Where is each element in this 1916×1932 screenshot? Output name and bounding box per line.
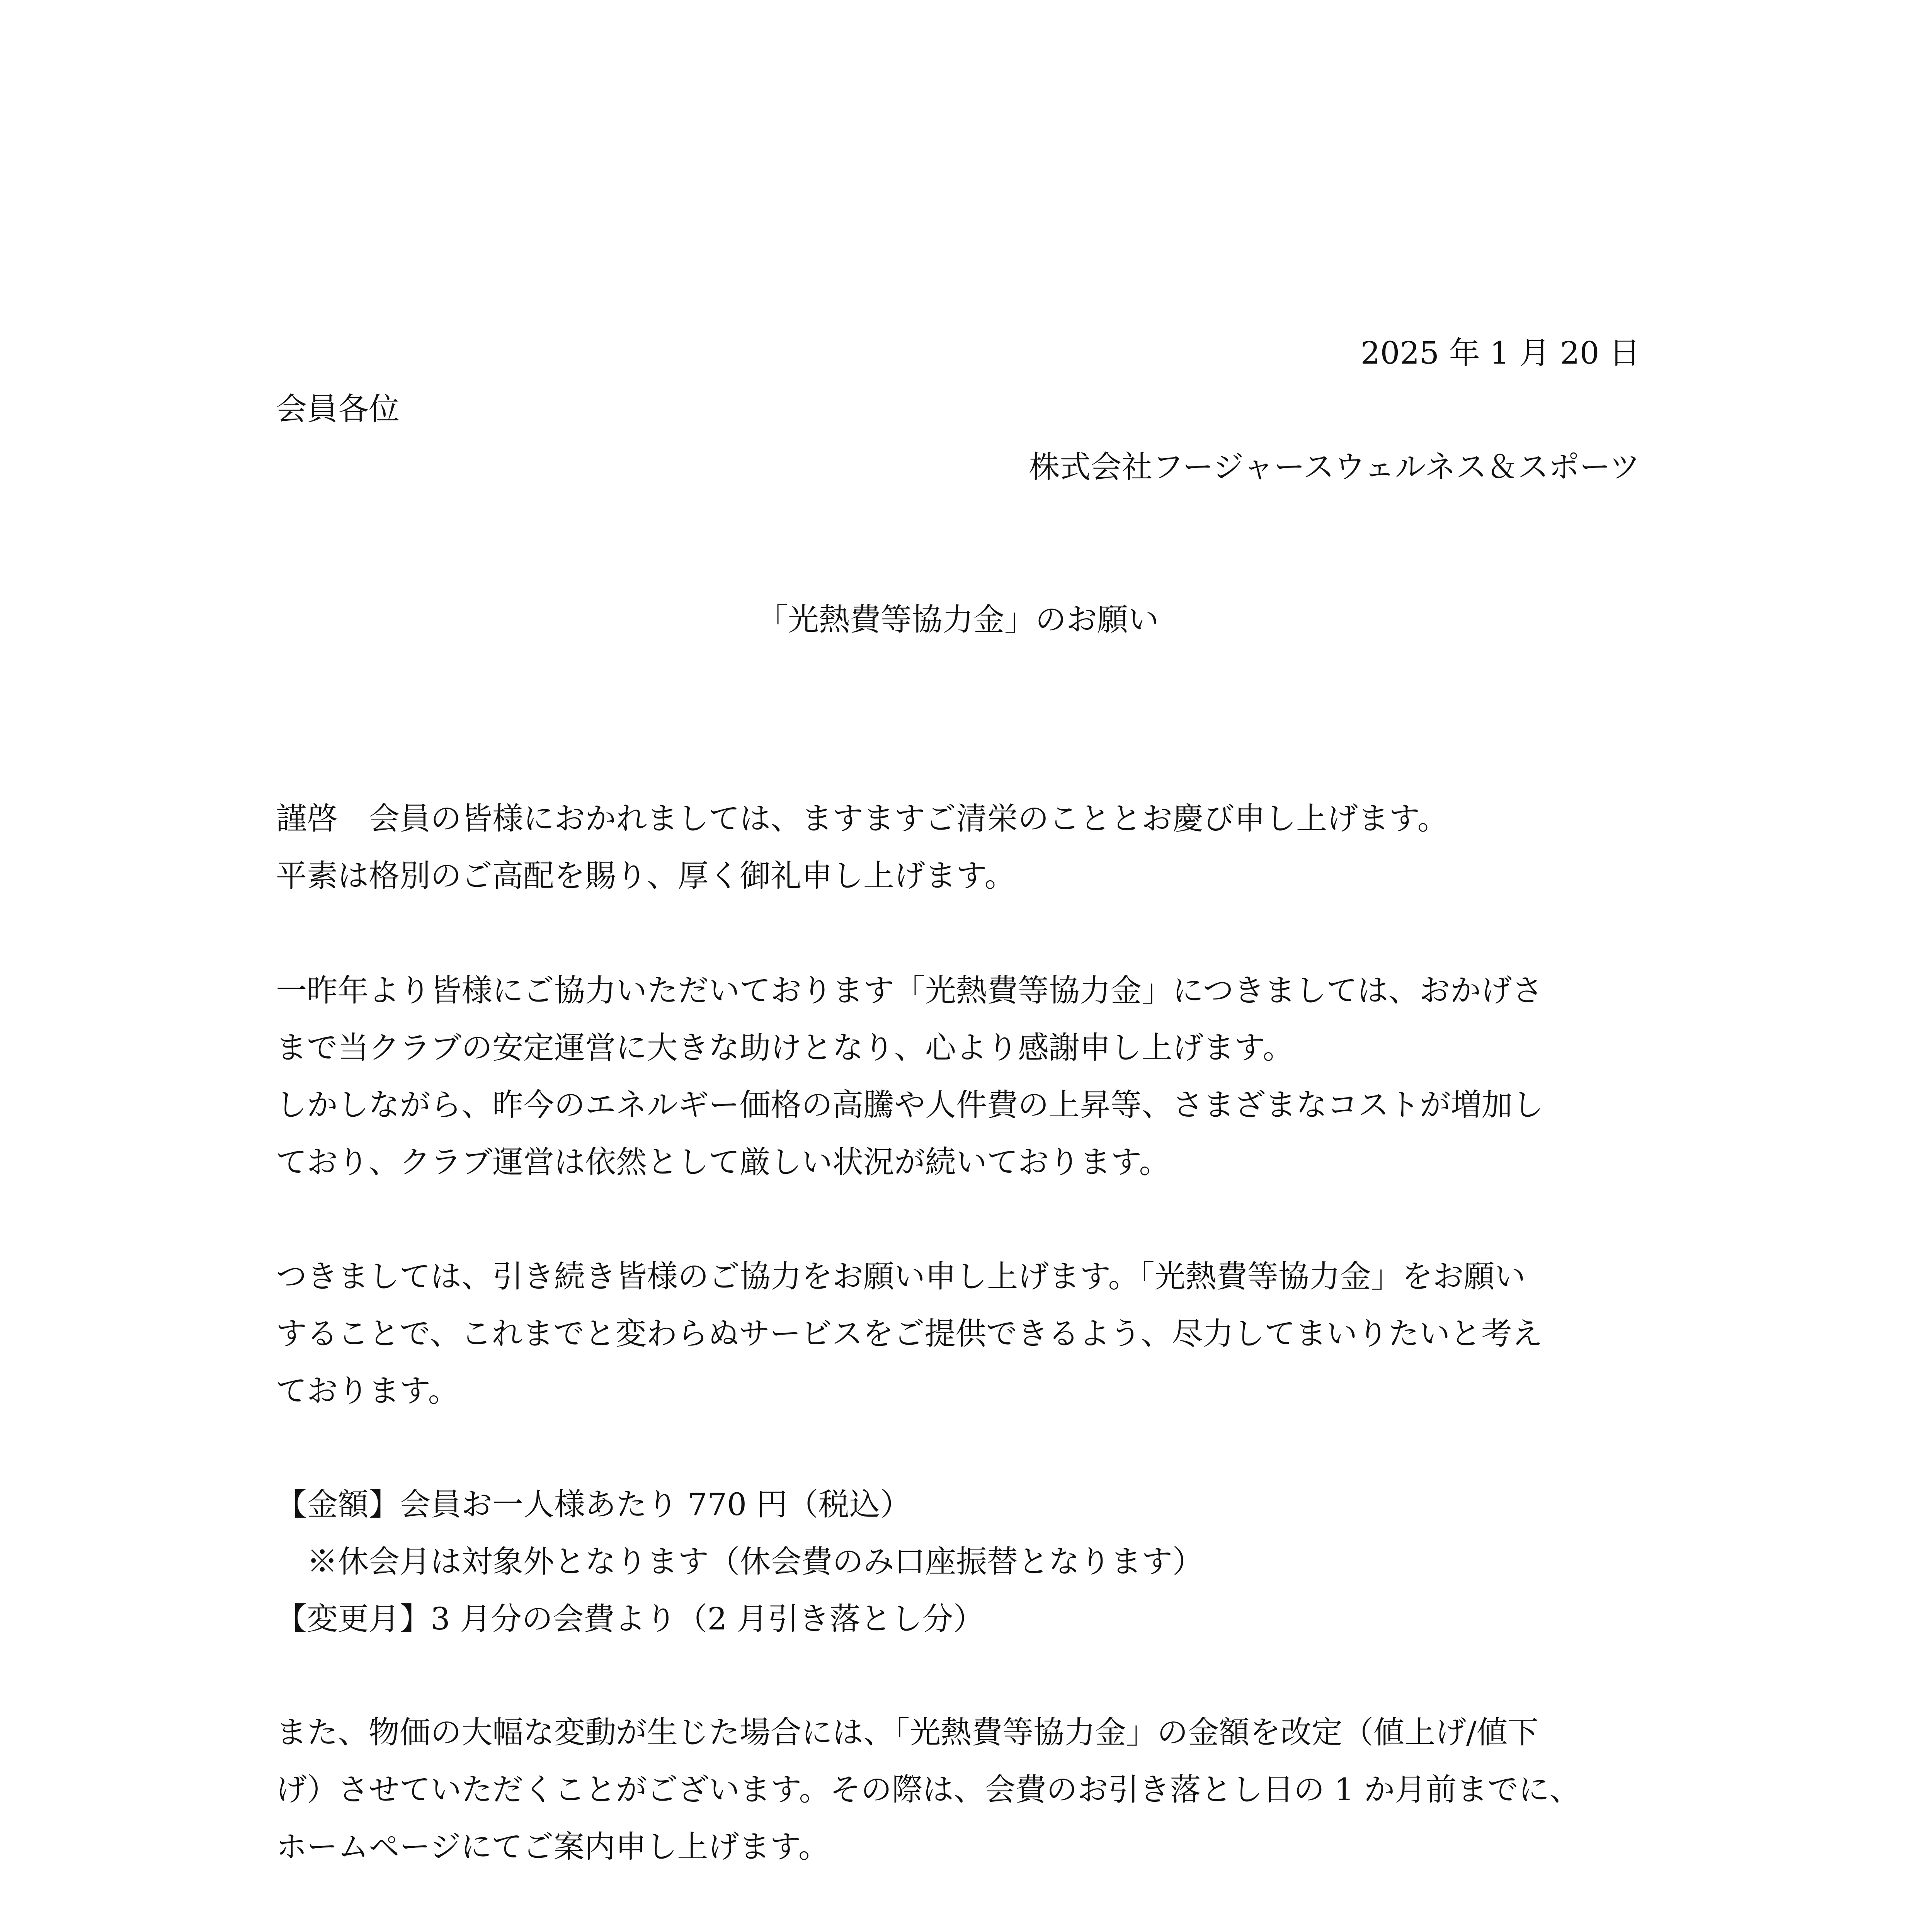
paragraph-line: しかしながら、昨今のエネルギー価格の高騰や人件費の上昇等、さまざまなコストが増加し: [276, 1087, 1543, 1123]
paragraph-amount: [276, 1476, 1640, 1648]
document-date: 2025 年 1 月 20 日: [1360, 335, 1640, 371]
paragraph-revision: [276, 1704, 1640, 1876]
recipient: 会員各位: [276, 391, 400, 427]
page-title: 「光熱費等協力金」のお願い: [757, 602, 1159, 638]
paragraph-line: ており、クラブ運営は依然として厳しい状況が続いております。: [276, 1144, 1170, 1180]
paragraph-line: 一昨年より皆様にご協力いただいております「光熱費等協力金」につきましては、おかげさ: [276, 973, 1543, 1009]
paragraph-line: げ）させていただくことがございます。その際は、会費のお引き落とし日の 1 か月前までに、: [276, 1772, 1581, 1808]
sender-line: [276, 439, 1640, 496]
paragraph-line: まで当クラブの安定運営に大きな助けとなり、心より感謝申し上げます。: [276, 1030, 1294, 1066]
paragraph-line: また、物価の大幅な変動が生じた場合には、「光熱費等協力金」の金額を改定（値上げ/値下: [276, 1714, 1538, 1750]
paragraph-request: [276, 1248, 1640, 1420]
paragraph-thanks: [276, 962, 1640, 1191]
sender-company: 株式会社フージャースウェルネス＆スポーツ: [1029, 449, 1640, 485]
paragraph-line: ております。: [276, 1373, 459, 1409]
date-line: [276, 325, 1640, 382]
paragraph-line: 謹啓 会員の皆様におかれましては、ますますご清栄のこととお慶び申し上げます。: [276, 801, 1448, 837]
paragraph-greeting: [276, 790, 1640, 905]
paragraph-line: 平素は格別のご高配を賜り、厚く御礼申し上げます。: [276, 858, 1016, 894]
recipient-line: [276, 381, 1640, 438]
title-line: [276, 591, 1640, 648]
paragraph-line: ホームページにてご案内申し上げます。: [276, 1829, 829, 1865]
amount-line: 【金額】会員お一人様あたり 770 円（税込）: [276, 1486, 911, 1522]
note-line: ※休会月は対象外となります（休会費のみ口座振替となります）: [307, 1544, 1203, 1580]
paragraph-line: することで、これまでと変わらぬサービスをご提供できるよう、尽力してまいりたいと考え: [276, 1316, 1543, 1352]
paragraph-line: つきましては、引き続き皆様のご協力をお願い申し上げます。「光熱費等協力金」をお願い: [276, 1259, 1526, 1294]
change-month-line: 【変更月】3 月分の会費より（2 月引き落とし分）: [276, 1601, 984, 1637]
